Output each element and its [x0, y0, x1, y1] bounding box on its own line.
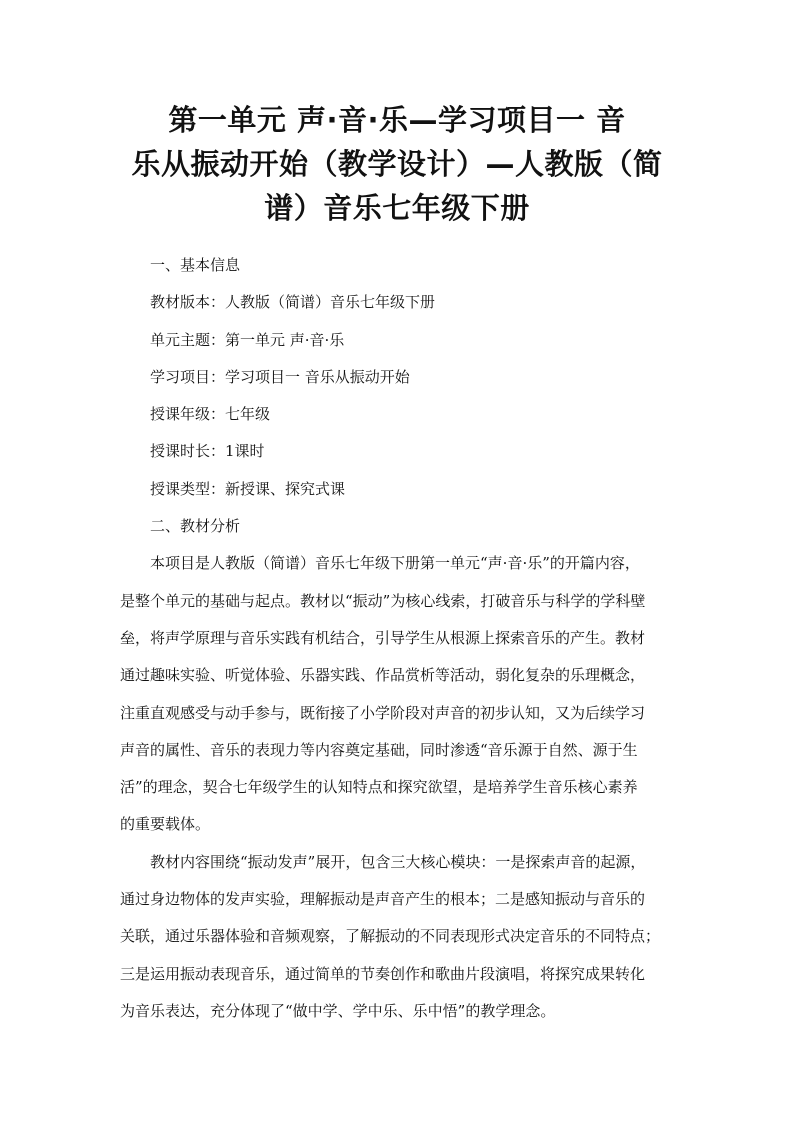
paragraph-line: 教材内容围绕“振动发声”展开，包含三大核心模块：一是探索声音的起源，	[150, 852, 646, 871]
title-line: 谱）音乐七年级下册	[264, 191, 530, 225]
paragraph-1	[120, 545, 680, 843]
info-item-grade: 授课年级：七年级	[150, 405, 271, 424]
paragraph-line: 通过身边物体的发声实验，理解振动是声音产生的根本；二是感知振动与音乐的	[120, 890, 646, 909]
info-item-edition: 教材版本：人教版（简谱）音乐七年级下册	[150, 293, 436, 312]
document-body	[120, 247, 680, 1030]
paragraph-line: 垒，将声学原理与音乐实践有机结合，引导学生从根源上探索音乐的产生。教材	[120, 628, 646, 647]
title-line: 乐从振动开始（教学设计）—人教版（简	[131, 147, 663, 181]
paragraph-line: 关联，通过乐器体验和音频观察，了解振动的不同表现形式决定音乐的不同特点；	[120, 927, 661, 946]
info-item-project: 学习项目：学习项目一 音乐从振动开始	[150, 367, 410, 386]
paragraph-line: 的重要载体。	[120, 815, 211, 834]
title-line: 第一单元 声·音·乐—学习项目一 音	[168, 103, 626, 137]
paragraph-line: 声音的属性、音乐的表现力等内容奠定基础，同时渗透“音乐源于自然、源于生	[120, 740, 638, 759]
info-item-duration: 授课时长：1课时	[150, 442, 265, 461]
paragraph-line: 活”的理念，契合七年级学生的认知特点和探究欲望，是培养学生音乐核心素养	[120, 778, 638, 797]
info-item-unit-theme: 单元主题：第一单元 声·音·乐	[150, 330, 345, 349]
paragraph-line: 为音乐表达，充分体现了“做中学、学中乐、乐中悟”的教学理念。	[120, 1001, 556, 1020]
document-title	[100, 98, 694, 230]
paragraph-line: 是整个单元的基础与起点。教材以“振动”为核心线索，打破音乐与科学的学科壁	[120, 591, 646, 610]
paragraph-line: 注重直观感受与动手参与，既衔接了小学阶段对声音的初步认知，又为后续学习	[120, 703, 646, 722]
paragraph-line: 本项目是人教版（简谱）音乐七年级下册第一单元“声·音·乐”的开篇内容，	[150, 554, 640, 573]
section-heading-material-analysis: 二、教材分析	[150, 517, 241, 536]
section-heading-basic-info: 一、基本信息	[150, 256, 241, 274]
paragraph-line: 通过趣味实验、听觉体验、乐器实践、作品赏析等活动，弱化复杂的乐理概念，	[120, 666, 646, 685]
info-item-lesson-type: 授课类型：新授课、探究式课	[150, 479, 346, 498]
paragraph-2	[120, 844, 680, 1030]
paragraph-line: 三是运用振动表现音乐，通过简单的节奏创作和歌曲片段演唱，将探究成果转化	[120, 964, 646, 983]
